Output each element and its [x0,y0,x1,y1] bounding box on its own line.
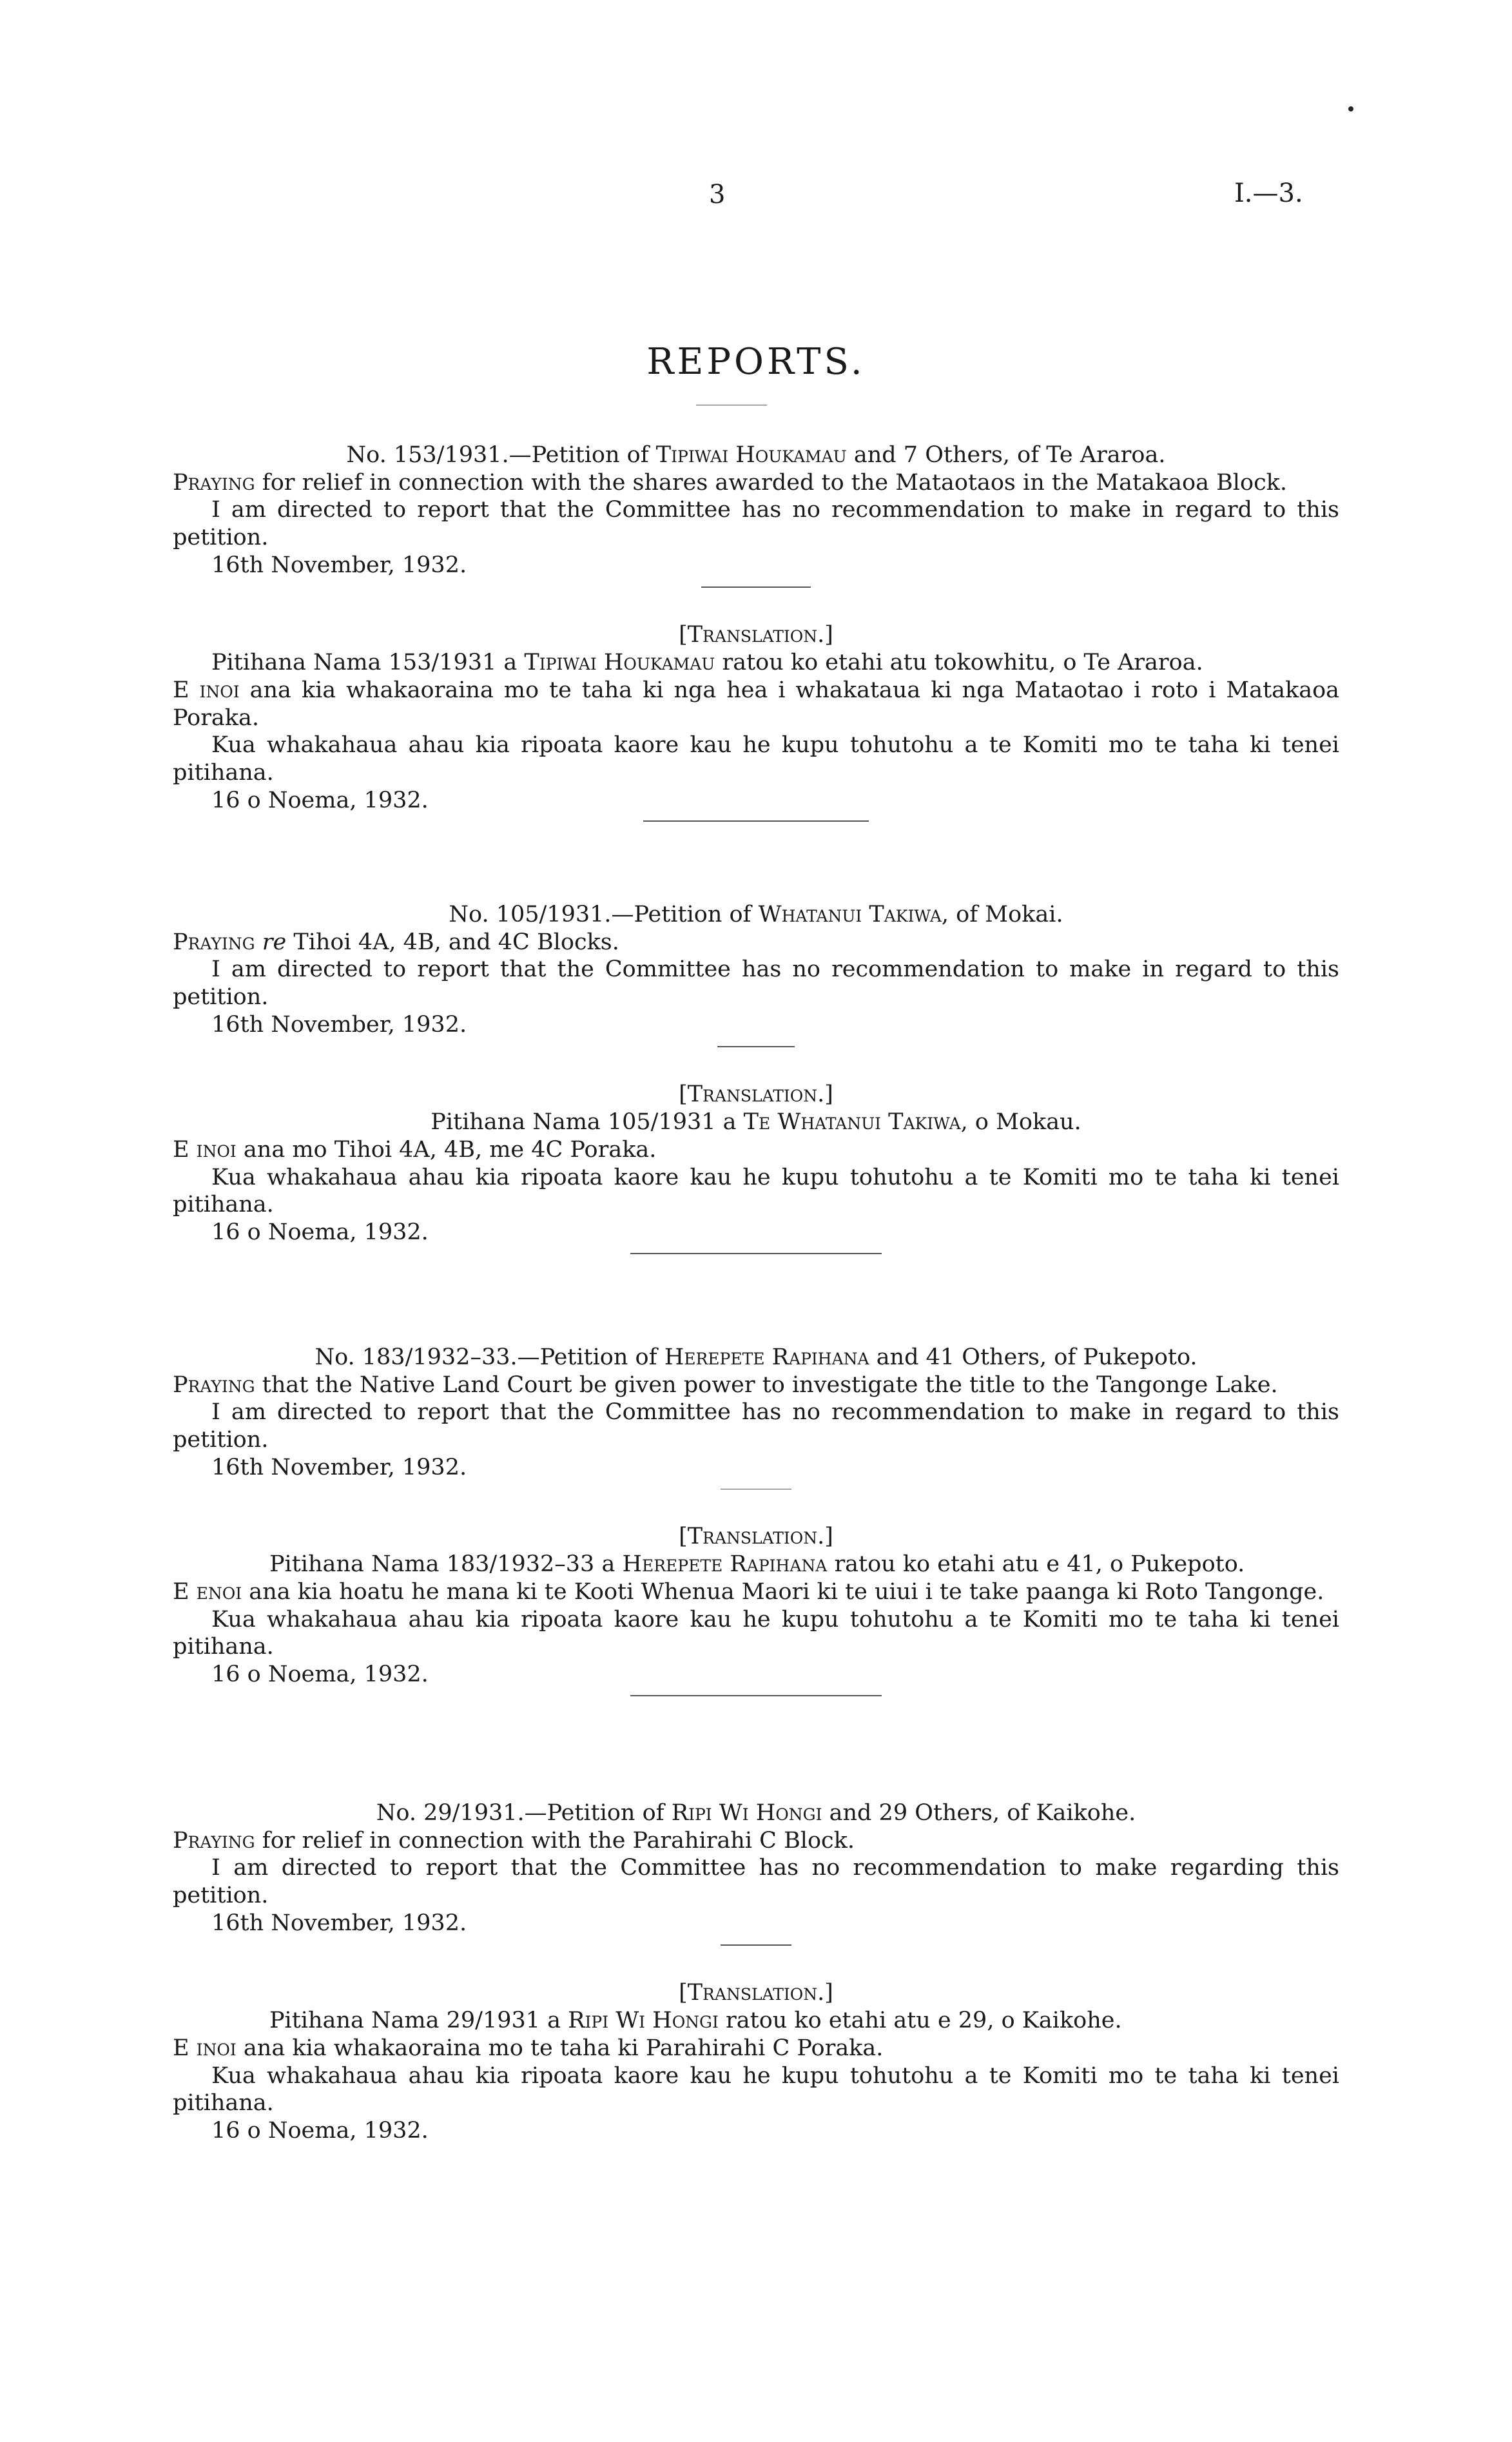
page-title: REPORTS. [646,341,866,383]
translation-date: 16 o Noema, 1932. [211,1661,429,1687]
ink-speck [1348,106,1353,111]
report-line: I am directed to report that the Committee has no recommendation to make in regard to this [211,497,1339,523]
praying-line: Praying for relief in connection with the Parahirahi C Block. [173,1827,855,1854]
translation-date: 16 o Noema, 1932. [211,787,429,813]
translation-date: 16 o Noema, 1932. [211,1219,429,1245]
report-section-29 [173,1799,1339,2145]
petition-heading: No. 29/1931.—Petition of Ripi Wi Hongi and 29 Others, of Kaikohe. [376,1800,1136,1826]
translation-date: 16 o Noema, 1932. [211,2117,429,2144]
translation-label: [Translation.] [679,1081,833,1108]
inoi-line-end: Poraka. [173,704,260,731]
inoi-line: E inoi ana kia whakaoraina mo te taha ki nga hea i whakataua ki nga Mataotao i roto i Matakaoa [173,677,1340,703]
report-date: 16th November, 1932. [211,552,467,578]
kua-line-end: pitihana. [173,1634,274,1660]
translation-heading: Pitihana Nama 105/1931 a Te Whatanui Takiwa, o Mokau. [431,1109,1081,1136]
section-divider [630,1695,882,1696]
kua-line: Kua whakahaua ahau kia ripoata kaore kau he kupu tohutohu a te Komiti mo te taha ki tenei [211,1164,1339,1190]
petition-heading: No. 153/1931.—Petition of Tipiwai Houkamau and 7 Others, of Te Araroa. [346,442,1166,468]
kua-line: Kua whakahaua ahau kia ripoata kaore kau he kupu tohutohu a te Komiti mo te taha ki tenei [211,1606,1339,1633]
kua-line-end: pitihana. [173,759,274,786]
petitioner-name: Ripi Wi Hongi [671,1800,822,1826]
report-line-end: petition. [173,984,269,1011]
report-line: I am directed to report that the Committee has no recommendation to make in regard to this [211,956,1339,983]
report-line: I am directed to report that the Committee has no recommendation to make in regard to this [211,1399,1339,1426]
report-date: 16th November, 1932. [211,1454,467,1480]
petitioner-name: Tipiwai Houkamau [655,442,847,468]
petition-heading: No. 105/1931.—Petition of Whatanui Takiwa, of Mokai. [449,902,1063,927]
petitioner-name: Whatanui Takiwa [758,902,942,927]
praying-line: Praying that the Native Land Court be given power to investigate the title to the Tangonge Lake. [173,1371,1278,1398]
document-id: I.—3. [1234,179,1303,208]
report-section-105 [173,901,1339,1254]
section-divider [643,820,869,822]
translation-label: [Translation.] [679,1980,833,2006]
inoi-line: E inoi ana mo Tihoi 4A, 4B, me 4C Poraka. [173,1136,657,1163]
praying-line: Praying for relief in connection with the shares awarded to the Mataotaos in the Matakaoa Block. [173,469,1288,496]
section-rule [701,586,811,588]
kua-line: Kua whakahaua ahau kia ripoata kaore kau he kupu tohutohu a te Komiti mo te taha ki tenei [211,732,1339,759]
page-number: 3 [709,180,726,209]
translation-heading: Pitihana Nama 29/1931 a Ripi Wi Hongi ratou ko etahi atu e 29, o Kaikohe. [269,2008,1122,2034]
report-line-end: petition. [173,1883,269,1909]
translation-heading: Pitihana Nama 153/1931 a Tipiwai Houkamau ratou ko etahi atu tokowhitu, o Te Araroa. [211,650,1203,676]
report-date: 16th November, 1932. [211,1910,467,1936]
kua-line-end: pitihana. [173,2090,274,2117]
report-date: 16th November, 1932. [211,1011,467,1038]
section-rule [717,1046,795,1047]
report-section-153 [173,441,1339,822]
kua-line: Kua whakahaua ahau kia ripoata kaore kau he kupu tohutohu a te Komiti mo te taha ki tenei [211,2062,1339,2089]
report-line: I am directed to report that the Committee has no recommendation to make regarding this [211,1855,1339,1881]
translation-heading: Pitihana Nama 183/1932–33 a Herepete Rapihana ratou ko etahi atu e 41, o Pukepoto. [269,1551,1245,1578]
section-divider [630,1253,882,1254]
petitioner-name: Herepete Rapihana [664,1344,869,1370]
petition-heading: No. 183/1932–33.—Petition of Herepete Rapihana and 41 Others, of Pukepoto. [315,1344,1197,1370]
translation-label: [Translation.] [679,1524,833,1550]
section-rule [721,1944,791,1946]
praying-line: Praying re Tihoi 4A, 4B, and 4C Blocks. [173,929,619,955]
inoi-line: E inoi ana kia whakaoraina mo te taha ki Parahirahi C Poraka. [173,2035,884,2061]
translation-label: [Translation.] [679,622,833,648]
inoi-line: E enoi ana kia hoatu he mana ki te Kooti Whenua Maori ki te uiui i te take paanga ki Roto Tangonge. [173,1578,1324,1605]
report-section-183 [173,1344,1339,1696]
kua-line-end: pitihana. [173,1192,274,1218]
report-line-end: petition. [173,525,269,551]
report-line-end: petition. [173,1427,269,1453]
